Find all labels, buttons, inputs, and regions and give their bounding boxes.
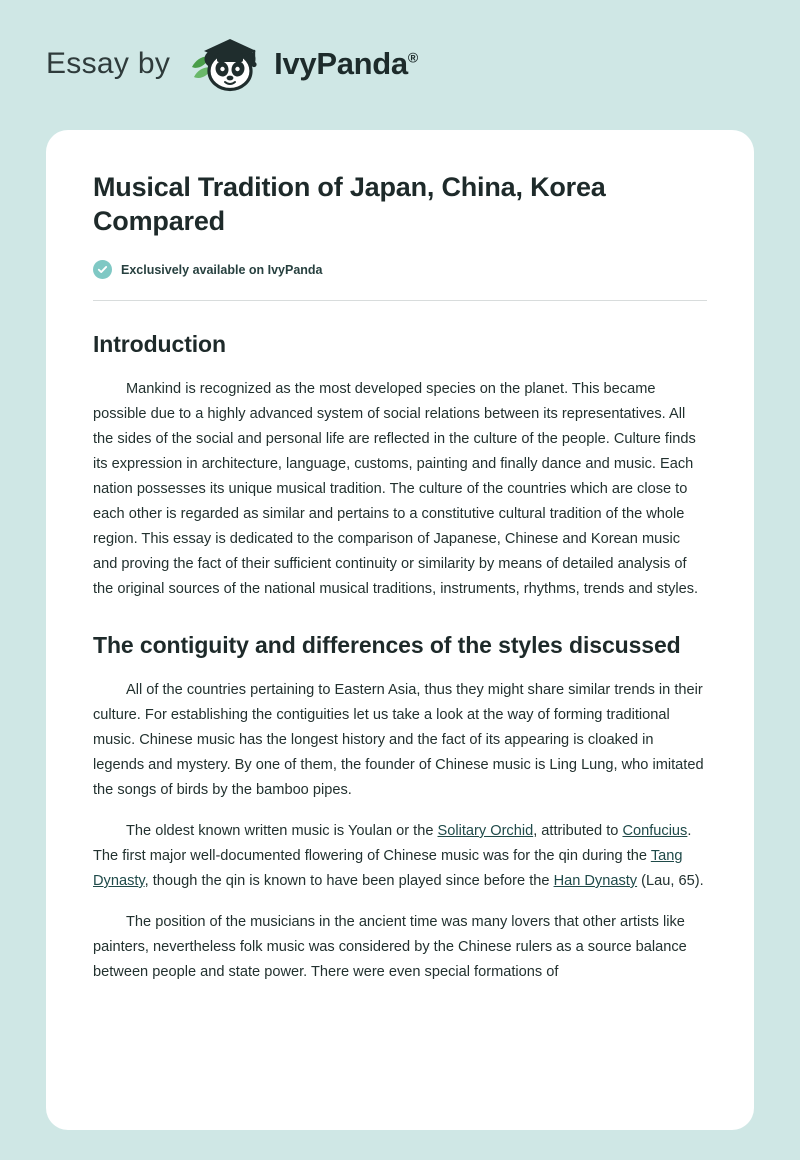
essay-card: [46, 130, 754, 1130]
inline-link[interactable]: Tang Dynasty: [93, 848, 683, 889]
paragraph-with-links: The oldest known written music is Youlan or the Solitary Orchid, attributed to Confucius. The first major well-documented flowering of Chinese music was for the qin during the Tang Dynasty, though the qin is known to have been played since before the Han Dynasty (Lau, 65).: [93, 823, 704, 889]
exclusive-label: Exclusively available on IvyPanda: [121, 262, 323, 277]
paragraph: Mankind is recognized as the most developed species on the planet. This became possible due to a highly advanced system of social relations between its representatives. All the sides of the social and personal life are reflected in the culture of the people. Culture finds its expression in architecture, language, customs, painting and finally dance and music. Each nation possesses its unique musical tradition. The culture of the countries which are close to each other is regarded as similar and pertains to a constitutive cultural tradition of the whole region. This essay is dedicated to the comparison of Japanese, Chinese and Korean music and proving the fact of their sufficient continuity or similarity by means of detailed analysis of the original sources of the national musical traditions, instruments, rhythms, trends and styles.: [93, 381, 699, 597]
title-divider: [93, 300, 707, 301]
ivypanda-brand[interactable]: [184, 33, 418, 95]
panda-graduate-icon: [184, 33, 270, 95]
brand-name: IvyPanda®: [274, 46, 418, 81]
page-header: [0, 0, 800, 128]
essay-by-label: Essay by: [46, 47, 171, 80]
exclusive-badge: [93, 260, 707, 279]
paragraph: All of the countries pertaining to Eastern Asia, thus they might share similar trends in their culture. For establishing the contiguities let us take a look at the way of forming traditional music. Chinese music has the longest history and the fact of its appearing is cloaked in legends and mystery. By one of them, the founder of Chinese music is Ling Lung, who imitated the songs of birds by the bamboo pipes.: [93, 682, 704, 798]
section-heading-introduction: Introduction: [93, 331, 226, 357]
inline-link[interactable]: Confucius: [622, 823, 688, 839]
check-circle-icon: [93, 260, 112, 279]
section-heading-contiguity: The contiguity and differences of the styles discussed: [93, 632, 681, 658]
page-title: Musical Tradition of Japan, China, Korea Compared: [93, 172, 606, 236]
registered-mark: ®: [407, 49, 418, 66]
inline-link[interactable]: Han Dynasty: [553, 873, 638, 889]
paragraph: The position of the musicians in the ancient time was many lovers that other artists like painters, nevertheless folk music was considered by the Chinese rulers as a source balance between people and state power. There were even special formations of: [93, 914, 687, 980]
inline-link[interactable]: Solitary Orchid: [437, 823, 534, 839]
